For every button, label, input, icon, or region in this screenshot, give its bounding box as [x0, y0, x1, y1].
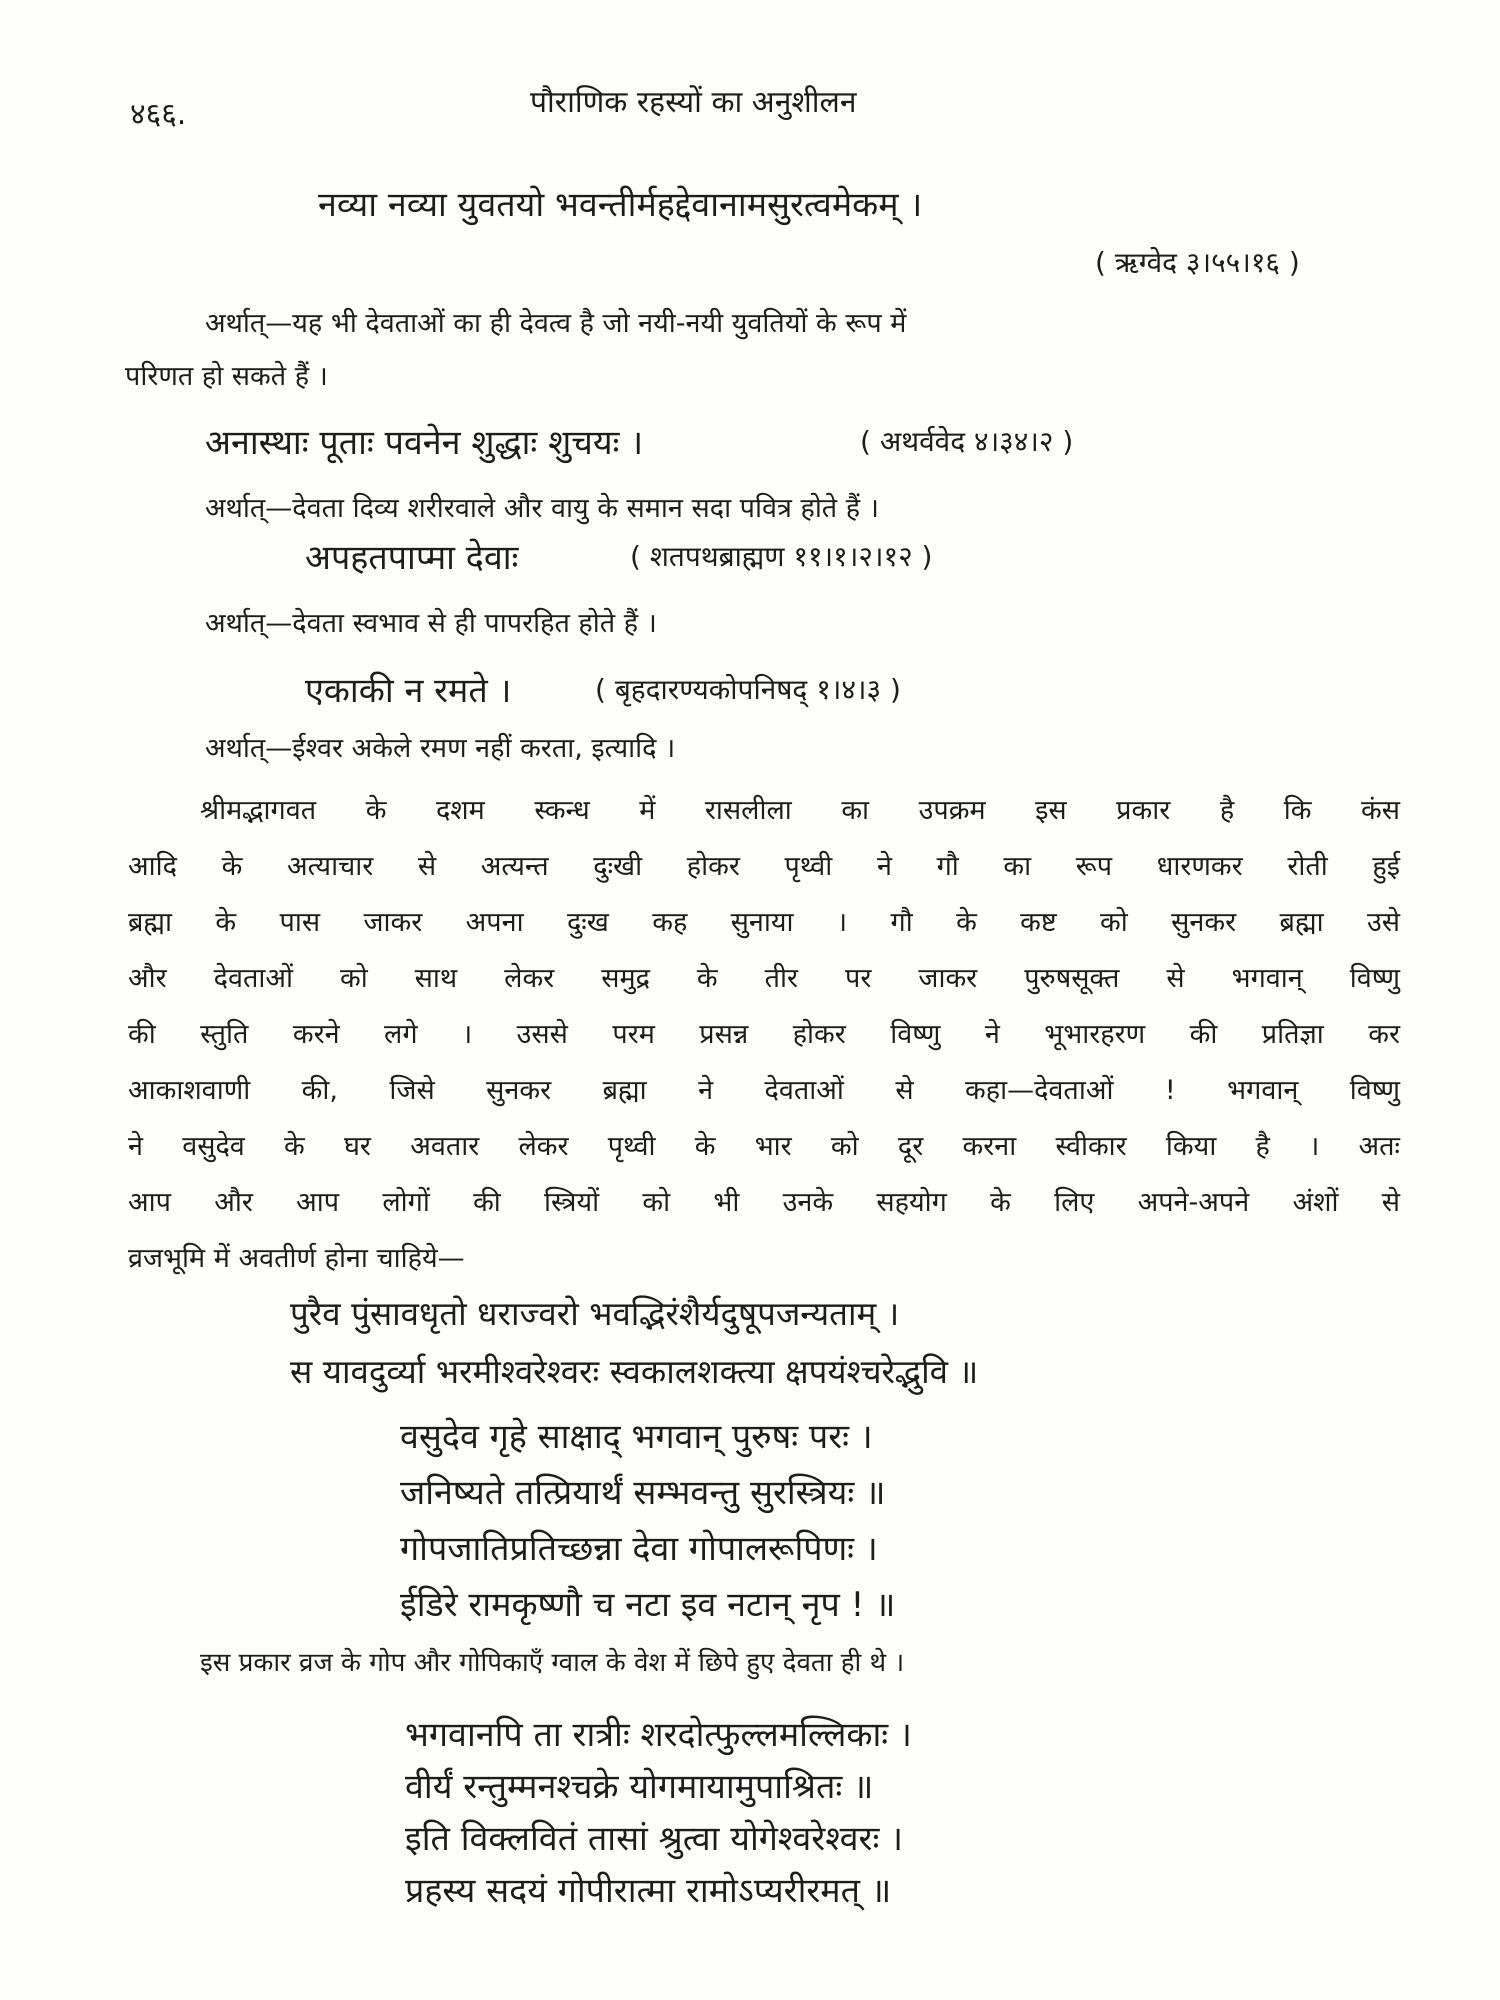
page-number: ४६६. — [130, 97, 187, 132]
paragraph-line: आप और आप लोगों की स्त्रियों को भी उनके सहयोग के लिए अपने-अपने अंशों से — [128, 1187, 1400, 1218]
paragraph-line: आकाशवाणी की, जिसे सुनकर ब्रह्मा ने देवताओं से कहा—देवताओं ! भगवान् विष्णु — [128, 1075, 1400, 1106]
rigveda-meaning-line-2: परिणत हो सकते हैं । — [125, 361, 328, 392]
atharvaveda-verse: अनास्थाः पूताः पवनेन शुद्धाः शुचयः । — [205, 423, 644, 463]
paragraph-line: व्रजभूमि में अवतीर्ण होना चाहिये— — [128, 1243, 465, 1274]
raas-verse-line-1: भगवानपि ता रात्रीः शरदोत्फुल्लमल्लिकाः । — [405, 1715, 912, 1755]
paragraph-line: श्रीमद्भागवत के दशम स्कन्ध में रासलीला का उपक्रम इस प्रकार है कि कंस — [200, 795, 1400, 826]
shatapatha-reference: ( शतपथब्राह्मण ११।१।२।१२ ) — [630, 540, 933, 573]
atharvaveda-reference: ( अथर्ववेद ४।३४।२ ) — [860, 425, 1074, 458]
paragraph-line: ने वसुदेव के घर अवतार लेकर पृथ्वी के भार को दूर करना स्वीकार किया है । अतः — [128, 1131, 1400, 1162]
rigveda-verse: नव्या नव्या युवतयो भवन्तीर्महद्देवानामसुरत्वमेकम् । — [318, 185, 923, 225]
brihadaranyaka-reference: ( बृहदारण्यकोपनिषद् १।४।३ ) — [595, 673, 901, 706]
paragraph-line: की स्तुति करने लगे । उससे परम प्रसन्न होकर विष्णु ने भूभारहरण की प्रतिज्ञा कर — [128, 1019, 1400, 1050]
bhagavata-sloka-line-4: ईडिरे रामकृष्णौ च नटा इव नटान् नृप ! ॥ — [400, 1585, 896, 1625]
shatapatha-verse: अपहतपाप्मा देवाः — [305, 538, 519, 578]
bhagavata-sloka-line-2: जनिष्यते तत्प्रियार्थं सम्भवन्तु सुरस्त्रियः ॥ — [400, 1473, 886, 1513]
rigveda-reference: ( ऋग्वेद ३।५५।१६ ) — [1095, 246, 1300, 279]
atharvaveda-meaning: अर्थात्—देवता दिव्य शरीरवाले और वायु के समान सदा पवित्र होते हैं । — [205, 493, 879, 524]
bhagavata-sloka-line-3: गोपजातिप्रतिच्छन्ना देवा गोपालरूपिणः । — [400, 1529, 878, 1569]
raas-verse-line-4: प्रहस्य सदयं गोपीरात्मा रामोऽप्यरीरमत् ॥ — [405, 1871, 892, 1911]
raas-verse-line-2: वीर्यं रन्तुम्मनश्चक्रे योगमायामुपाश्रितः ॥ — [405, 1767, 874, 1807]
paragraph-line: आदि के अत्याचार से अत्यन्त दुःखी होकर पृथ्वी ने गौ का रूप धारणकर रोती हुई — [128, 851, 1400, 882]
running-title: पौराणिक रहस्यों का अनुशीलन — [530, 85, 857, 120]
bhagavata-sloka-line-1: वसुदेव गृहे साक्षाद् भगवान् पुरुषः परः । — [400, 1417, 873, 1457]
brihadaranyaka-verse: एकाकी न रमते । — [305, 671, 512, 711]
raas-verse-line-3: इति विक्लवितं तासां श्रुत्वा योगेश्वरेश्वरः । — [405, 1819, 904, 1859]
summary-line: इस प्रकार व्रज के गोप और गोपिकाएँ ग्वाल के वेश में छिपे हुए देवता ही थे । — [200, 1648, 905, 1678]
paragraph-line: और देवताओं को साथ लेकर समुद्र के तीर पर जाकर पुरुषसूक्त से भगवान् विष्णु — [128, 963, 1400, 994]
paragraph-line: ब्रह्मा के पास जाकर अपना दुःख कह सुनाया । गौ के कष्ट को सुनकर ब्रह्मा उसे — [128, 907, 1400, 938]
shatapatha-meaning: अर्थात्—देवता स्वभाव से ही पापरहित होते हैं । — [205, 608, 657, 639]
bhagavata-verse-line-1: पुरैव पुंसावधृतो धराज्वरो भवद्भिरंशैर्यदुषूपजन्यताम् । — [290, 1294, 900, 1333]
bhagavata-verse-line-2: स यावदुर्व्या भरमीश्वरेश्वरः स्वकालशक्त्या क्षपयंश्चरेद्भुवि ॥ — [290, 1352, 979, 1391]
rigveda-meaning-line-1: अर्थात्—यह भी देवताओं का ही देवत्व है जो नयी-नयी युवतियों के रूप में — [205, 308, 907, 339]
brihadaranyaka-meaning: अर्थात्—ईश्वर अकेले रमण नहीं करता, इत्यादि । — [205, 733, 676, 764]
